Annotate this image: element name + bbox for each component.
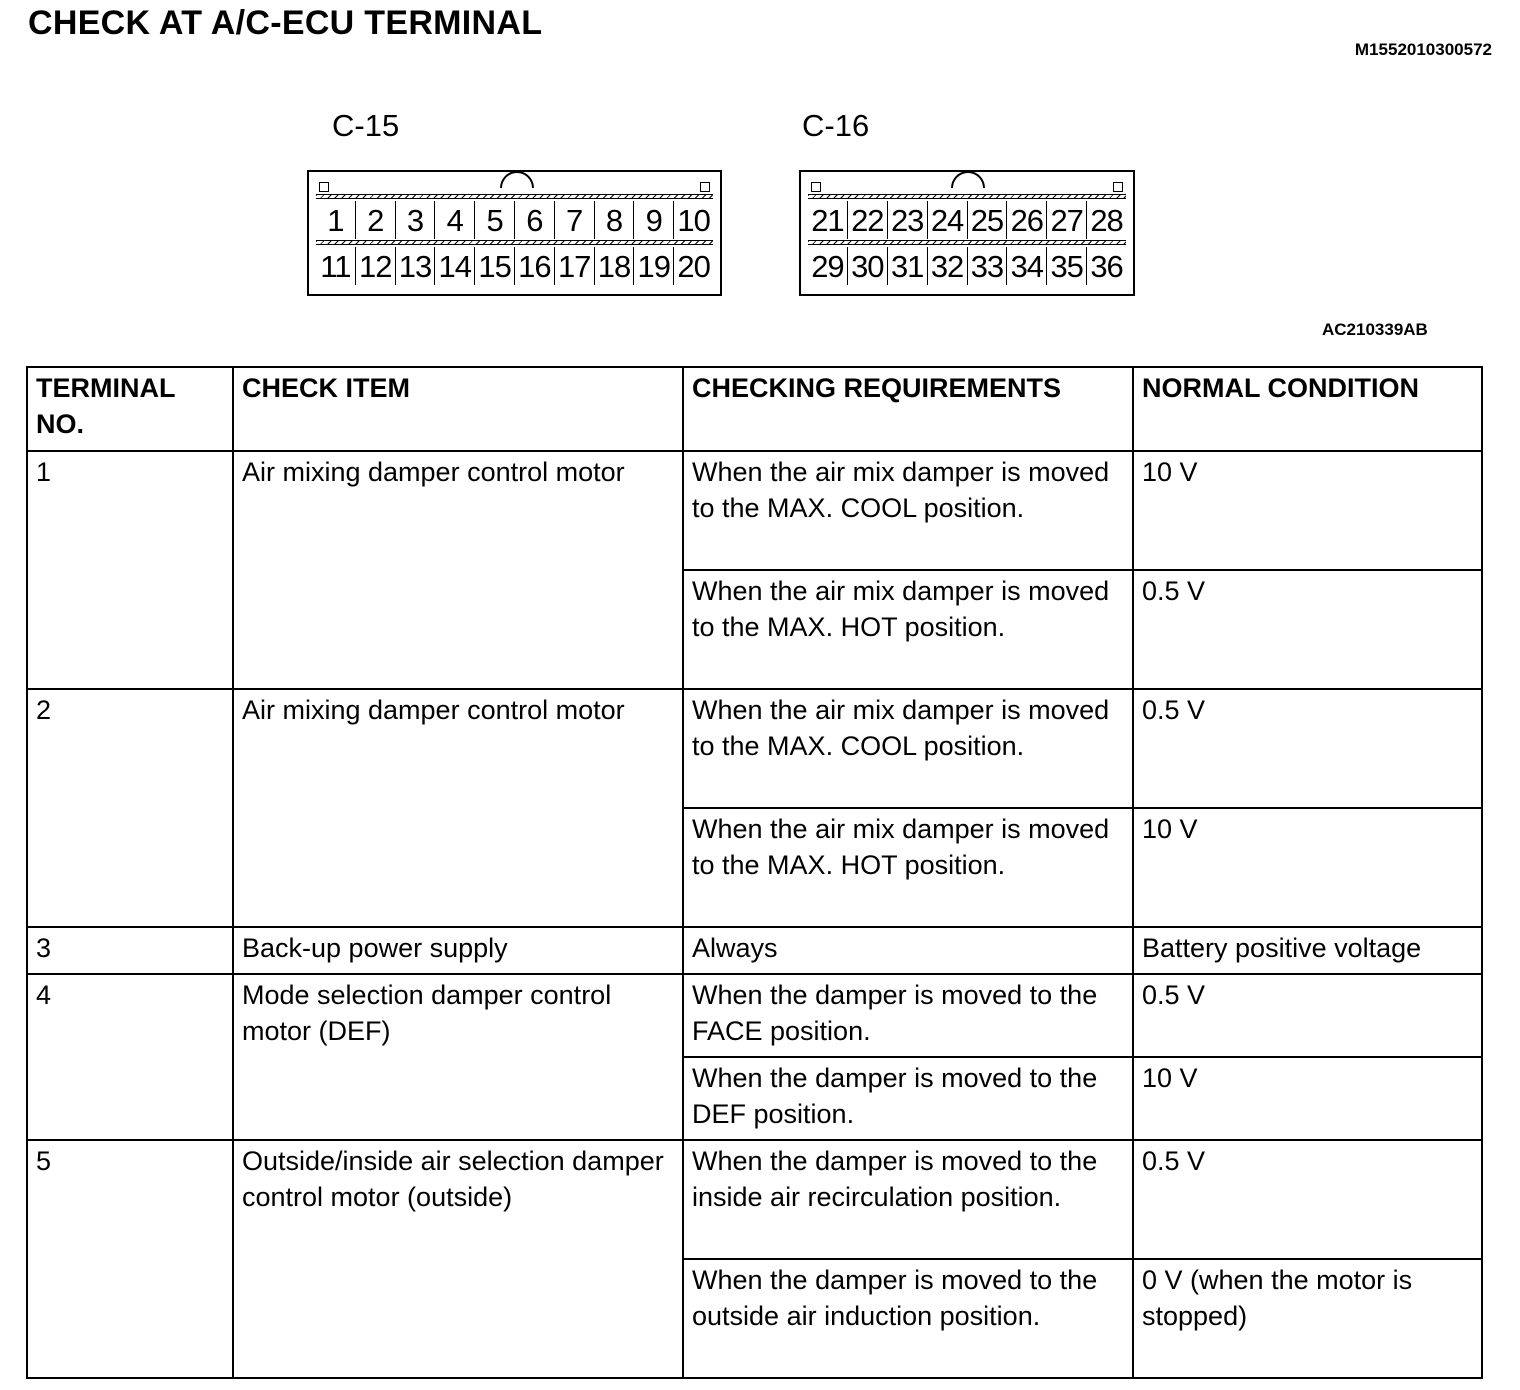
connector-pin: 33: [967, 247, 1007, 285]
connector-pin: 6: [514, 201, 554, 239]
connector-pin: 1: [327, 202, 344, 238]
terminal-no-cell: 1: [27, 451, 233, 689]
connector-pin: 29: [811, 248, 844, 284]
connector-pin: 18: [594, 247, 634, 285]
connector-pin: 2: [355, 201, 395, 239]
check-item-cell: Air mixing damper control motor: [233, 451, 683, 689]
connector-pin: 7: [554, 201, 594, 239]
connector-pin: 27: [1046, 201, 1086, 239]
connector-pin: 9: [633, 201, 673, 239]
connector-c16-diagram: [799, 170, 1135, 296]
connector-c15-bottom-row: [316, 247, 713, 285]
connector-c16-bottom-row: [808, 247, 1126, 285]
connector-c15-label: C-15: [332, 108, 400, 143]
terminal-no-cell: 2: [27, 689, 233, 927]
terminal-check-table: [26, 366, 1483, 1379]
requirement-cell: When the damper is moved to the inside air recirculation position.: [683, 1140, 1133, 1259]
condition-cell: 0.5 V: [1133, 689, 1482, 808]
table-row: [27, 927, 1482, 974]
connector-tab-icon: [1113, 182, 1123, 192]
table-row: [27, 1140, 1482, 1259]
requirement-cell: When the damper is moved to the FACE position.: [683, 974, 1133, 1057]
terminal-no-cell: 5: [27, 1140, 233, 1378]
connector-tab-icon: [700, 182, 710, 192]
connector-pin: 13: [395, 247, 435, 285]
requirement-cell: When the air mix damper is moved to the MAX. COOL position.: [683, 689, 1133, 808]
check-item-cell: Air mixing damper control motor: [233, 689, 683, 927]
connector-pin: 34: [1006, 247, 1046, 285]
connector-pin: 25: [967, 201, 1007, 239]
connector-c15-top-row: [316, 201, 713, 239]
connector-pin: 15: [474, 247, 514, 285]
condition-cell: 10 V: [1133, 451, 1482, 570]
table-row: [27, 451, 1482, 570]
connector-pin: 35: [1046, 247, 1086, 285]
check-item-cell: Back-up power supply: [233, 927, 683, 974]
header-normal-condition: NORMAL CONDITION: [1133, 367, 1482, 451]
connector-pin: 22: [847, 201, 887, 239]
connector-latch-icon: [500, 171, 534, 188]
connector-pin: 30: [847, 247, 887, 285]
connector-pin: 28: [1086, 201, 1126, 239]
connector-pin: 14: [434, 247, 474, 285]
connector-pin: 12: [355, 247, 395, 285]
figure-code: AC210339AB: [1322, 320, 1428, 339]
connector-tab-icon: [319, 182, 329, 192]
connector-hatch: [808, 194, 1126, 199]
condition-cell: 10 V: [1133, 808, 1482, 927]
requirement-cell: When the air mix damper is moved to the MAX. HOT position.: [683, 570, 1133, 689]
connector-pin: 31: [887, 247, 927, 285]
condition-cell: 0.5 V: [1133, 974, 1482, 1057]
connector-pin: 3: [395, 201, 435, 239]
connector-pin: 23: [887, 201, 927, 239]
condition-cell: 0.5 V: [1133, 1140, 1482, 1259]
header-check-item: CHECK ITEM: [233, 367, 683, 451]
condition-cell: Battery positive voltage: [1133, 927, 1482, 974]
header-terminal-no: TERMINAL NO.: [27, 367, 233, 451]
connector-latch-icon: [951, 171, 985, 188]
page-title: CHECK AT A/C-ECU TERMINAL: [28, 4, 543, 42]
connector-pin: 10: [673, 201, 713, 239]
condition-cell: 0.5 V: [1133, 570, 1482, 689]
document-code: M1552010300572: [1354, 40, 1492, 59]
requirement-cell: Always: [683, 927, 1133, 974]
connector-pin: 26: [1006, 201, 1046, 239]
connector-c16-label: C-16: [802, 108, 870, 143]
connector-pin: 20: [673, 247, 713, 285]
requirement-cell: When the damper is moved to the outside air induction position.: [683, 1259, 1133, 1378]
connector-pin: 32: [927, 247, 967, 285]
connector-pin: 17: [554, 247, 594, 285]
connector-pin: 11: [320, 248, 351, 284]
check-item-cell: Mode selection damper control motor (DEF): [233, 974, 683, 1140]
connector-pin: 5: [474, 201, 514, 239]
connector-hatch: [316, 240, 713, 245]
terminal-no-cell: 3: [27, 927, 233, 974]
table-row: [27, 689, 1482, 808]
connector-pin: 4: [434, 201, 474, 239]
condition-cell: 10 V: [1133, 1057, 1482, 1140]
table-header-row: [27, 367, 1482, 451]
connector-hatch: [316, 194, 713, 199]
connector-pin: 36: [1086, 247, 1126, 285]
connector-pin: 8: [594, 201, 634, 239]
connector-c15-diagram: [307, 170, 722, 296]
requirement-cell: When the air mix damper is moved to the MAX. HOT position.: [683, 808, 1133, 927]
table-row: [27, 974, 1482, 1057]
requirement-cell: When the damper is moved to the DEF position.: [683, 1057, 1133, 1140]
check-item-cell: Outside/inside air selection damper control motor (outside): [233, 1140, 683, 1378]
connector-pin: 24: [927, 201, 967, 239]
connector-c16-top-row: [808, 201, 1126, 239]
requirement-cell: When the air mix damper is moved to the MAX. COOL position.: [683, 451, 1133, 570]
connector-pin: 16: [514, 247, 554, 285]
connector-hatch: [808, 240, 1126, 245]
header-checking-requirements: CHECKING REQUIREMENTS: [683, 367, 1133, 451]
condition-cell: 0 V (when the motor is stopped): [1133, 1259, 1482, 1378]
connector-pin: 21: [811, 202, 844, 238]
terminal-no-cell: 4: [27, 974, 233, 1140]
connector-tab-icon: [811, 182, 821, 192]
connector-pin: 19: [633, 247, 673, 285]
